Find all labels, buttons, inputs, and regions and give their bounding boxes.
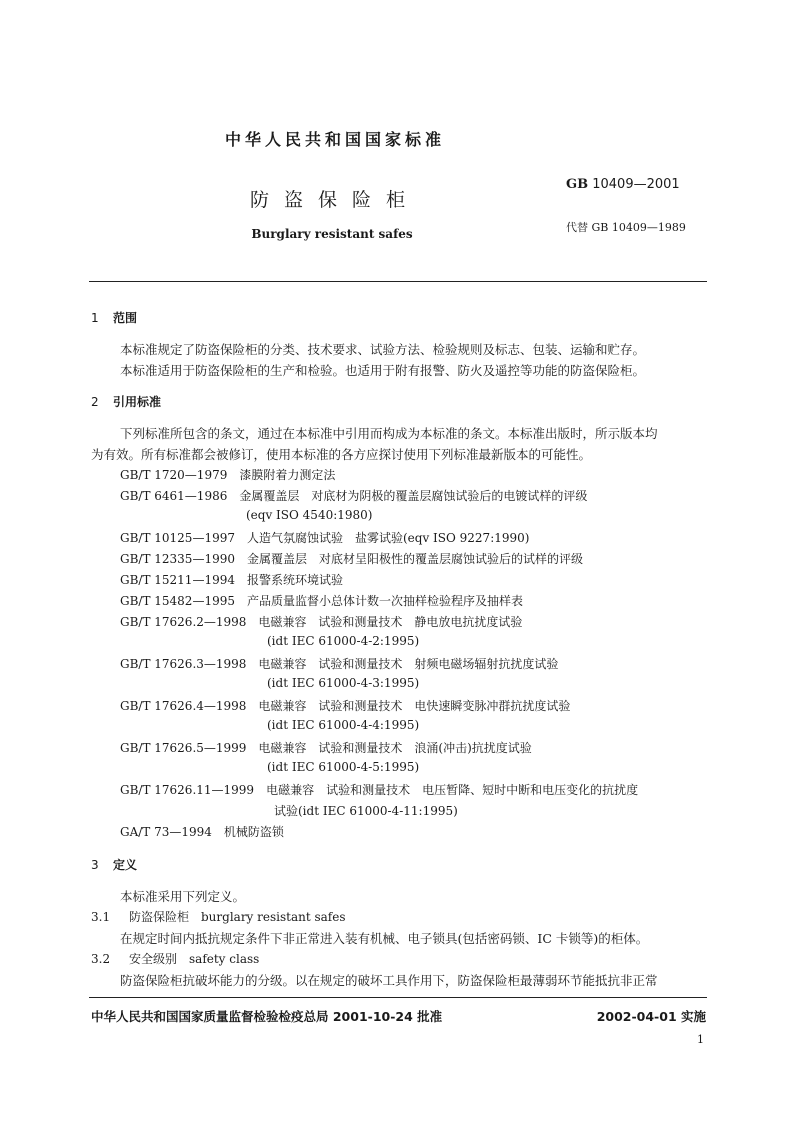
reference-item: GB/T 1720—1979 漆膜附着力测定法 (120, 468, 336, 482)
definition-3-2-text: 防盗保险柜抗破坏能力的分级。以在规定的破坏工具作用下，防盗保险柜最薄弱环节能抵抗非正常 (120, 973, 658, 988)
reference-item-continuation: (idt IEC 61000-4-4:1995) (267, 718, 420, 732)
section-2-heading (91, 393, 161, 410)
footer-rule (89, 997, 707, 998)
reference-item: GB/T 17626.2—1998 电磁兼容 试验和测量技术 静电放电抗扰度试验 (120, 615, 523, 629)
definition-3-2-number: 3.2 (91, 952, 111, 966)
section-2-paragraph-line-1: 下列标准所包含的条文，通过在本标准中引用而构成为本标准的条文。本标准出版时，所示版本均 (120, 426, 658, 441)
section-3-paragraph-1: 本标准采用下列定义。 (120, 889, 246, 904)
reference-item: GB/T 15211—1994 报警系统环境试验 (120, 573, 343, 587)
reference-item-continuation: (idt IEC 61000-4-2:1995) (267, 634, 420, 648)
document-title-english: Burglary resistant safes (251, 227, 413, 241)
reference-item: GB/T 6461—1986 金属覆盖层 对底材为阴极的覆盖层腐蚀试验后的电镀试样的评级 (120, 489, 588, 503)
definition-3-2-term (91, 950, 259, 967)
effective-date: 2002-04-01 实施 (596, 1009, 706, 1024)
page-number: 1 (697, 1033, 704, 1046)
section-1-paragraph-1: 本标准规定了防盗保险柜的分类、技术要求、试验方法、检验规则及标志、包装、运输和贮存。 (120, 342, 646, 357)
section-3-heading (91, 856, 137, 873)
section-1-paragraph-2: 本标准适用于防盗保险柜的生产和检验。也适用于附有报警、防火及遥控等功能的防盗保险柜。 (120, 363, 646, 378)
section-1-heading (91, 309, 137, 326)
section-2-paragraph-line-2: 为有效。所有标准都会被修订，使用本标准的各方应探讨使用下列标准最新版本的可能性。 (91, 447, 592, 462)
reference-item: GB/T 17626.4—1998 电磁兼容 试验和测量技术 电快速瞬变脉冲群抗扰度试验 (120, 699, 571, 713)
standard-code: 10409—2001 (592, 177, 680, 192)
section-3-title: 定义 (113, 858, 138, 872)
replaces-standard: 代替 GB 10409—1989 (566, 221, 686, 234)
definition-3-1-number: 3.1 (91, 910, 111, 924)
reference-item-continuation: (eqv ISO 4540:1980) (246, 508, 373, 522)
standard-number (566, 177, 680, 192)
reference-item: GB/T 17626.11—1999 电磁兼容 试验和测量技术 电压暂降、短时中断和电压变化的抗扰度 (120, 783, 639, 797)
section-3-number: 3 (91, 858, 99, 872)
section-1-number: 1 (91, 311, 99, 325)
standard-prefix: GB (566, 177, 589, 192)
reference-item: GB/T 12335—1990 金属覆盖层 对底材呈阳极性的覆盖层腐蚀试验后的试样的评级 (120, 552, 583, 566)
section-2-title: 引用标准 (113, 395, 162, 409)
approval-statement: 中华人民共和国国家质量监督检验检疫总局 2001-10-24 批准 (91, 1009, 443, 1024)
reference-item: GB/T 17626.5—1999 电磁兼容 试验和测量技术 浪涌(冲击)抗扰度试验 (120, 741, 532, 755)
definition-3-2-term-text: 安全级别 safety class (129, 952, 260, 966)
reference-item: GA/T 73—1994 机械防盗锁 (120, 825, 284, 839)
reference-item: GB/T 17626.3—1998 电磁兼容 试验和测量技术 射频电磁场辐射抗扰度试验 (120, 657, 559, 671)
definition-3-1-term (91, 908, 346, 925)
reference-item-continuation: (idt IEC 61000-4-5:1995) (267, 760, 420, 774)
section-2-number: 2 (91, 395, 99, 409)
header-rule (89, 281, 707, 282)
reference-item: GB/T 15482—1995 产品质量监督小总体计数一次抽样检验程序及抽样表 (120, 594, 523, 608)
reference-item-continuation: (idt IEC 61000-4-3:1995) (267, 676, 420, 690)
reference-item-continuation: 试验(idt IEC 61000-4-11:1995) (274, 804, 458, 818)
definition-3-1-term-text: 防盗保险柜 burglary resistant safes (129, 910, 346, 924)
national-standard-heading: 中华人民共和国国家标准 (224, 130, 445, 149)
reference-item: GB/T 10125—1997 人造气氛腐蚀试验 盐雾试验(eqv ISO 9227:1990) (120, 531, 530, 545)
section-1-title: 范围 (113, 311, 138, 325)
definition-3-1-text: 在规定时间内抵抗规定条件下非正常进入装有机械、电子锁具(包括密码锁、IC 卡锁等)的柜体。 (120, 931, 649, 946)
document-title: 防盗保险柜 (249, 189, 420, 211)
